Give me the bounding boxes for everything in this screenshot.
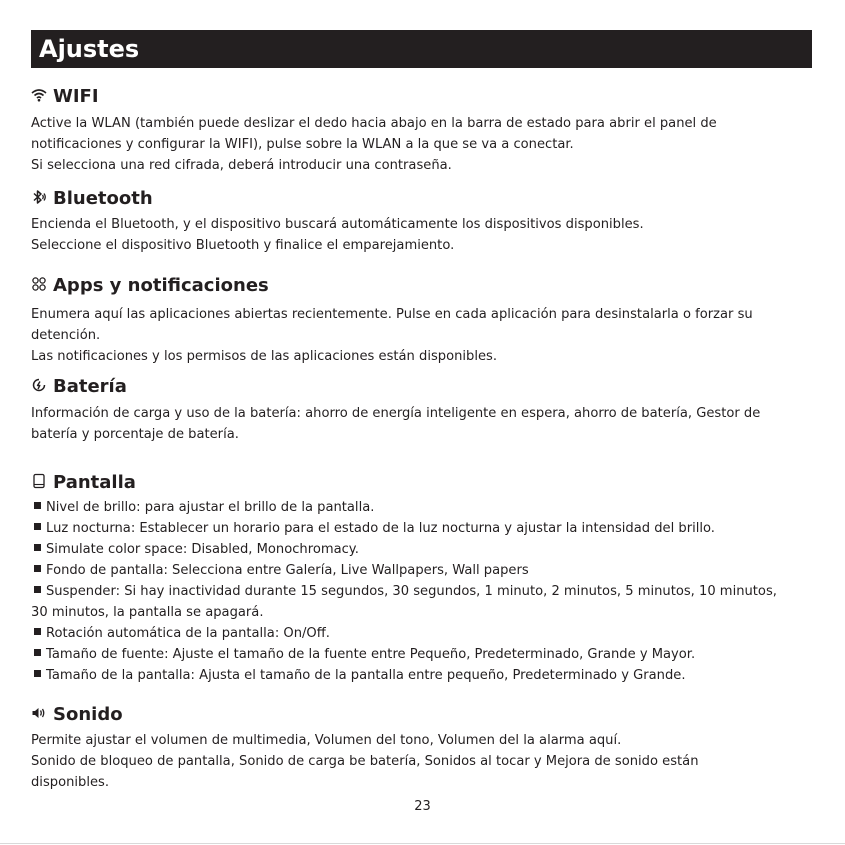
text-line: Permite ajustar el volumen de multimedia, Volumen del tono, Volumen del la alarma aquí. bbox=[31, 733, 622, 748]
text-line: disponibles. bbox=[31, 775, 110, 790]
bullet-icon bbox=[34, 649, 41, 656]
bullet-icon bbox=[34, 544, 41, 551]
section-heading-battery bbox=[31, 375, 127, 399]
bullet-icon bbox=[34, 502, 41, 509]
bluetooth-icon bbox=[31, 189, 47, 205]
section-body-display bbox=[31, 497, 821, 686]
heading-text: WIFI bbox=[53, 86, 99, 107]
bullet-icon bbox=[34, 670, 41, 677]
speaker-icon bbox=[31, 705, 47, 721]
bullet-icon bbox=[34, 628, 41, 635]
section-heading-apps bbox=[31, 274, 269, 298]
heading-text: Apps y notificaciones bbox=[53, 275, 269, 296]
text-line: Las notificaciones y los permisos de las aplicaciones están disponibles. bbox=[31, 349, 498, 364]
bullet-icon bbox=[34, 523, 41, 530]
text-line: Información de carga y uso de la batería: ahorro de energía inteligente en espera, ahorro de batería, Gestor de bbox=[31, 406, 761, 421]
page-title: Ajustes bbox=[39, 35, 140, 63]
list-item: Luz nocturna: Establecer un horario para el estado de la luz nocturna y ajustar la intensidad del brillo. bbox=[31, 518, 821, 539]
heading-text: Bluetooth bbox=[53, 188, 153, 209]
text-line: Enumera aquí las aplicaciones abiertas recientemente. Pulse en cada aplicación para desinstalarla o forzar su bbox=[31, 307, 753, 322]
list-item: Fondo de pantalla: Selecciona entre Galería, Live Wallpapers, Wall papers bbox=[31, 560, 821, 581]
text-line: Active la WLAN (también puede deslizar el dedo hacia abajo en la barra de estado para abrir el panel de bbox=[31, 116, 717, 131]
section-heading-bluetooth bbox=[31, 187, 153, 211]
list-item: Nivel de brillo: para ajustar el brillo de la pantalla. bbox=[31, 497, 821, 518]
page-number: 23 bbox=[414, 799, 431, 814]
text-line: Seleccione el dispositivo Bluetooth y finalice el emparejamiento. bbox=[31, 238, 455, 253]
wifi-icon bbox=[31, 87, 47, 103]
text-line: Encienda el Bluetooth, y el dispositivo buscará automáticamente los dispositivos disponibles. bbox=[31, 217, 644, 232]
battery-icon bbox=[31, 377, 47, 393]
section-body-apps bbox=[31, 304, 821, 367]
bullet-icon bbox=[34, 586, 41, 593]
text-line: notificaciones y configurar la WIFI), pulse sobre la WLAN a la que se va a conectar. bbox=[31, 137, 574, 152]
list-item: Suspender: Si hay inactividad durante 15 segundos, 30 segundos, 1 minuto, 2 minutos, 5 minutos, 10 minutos, bbox=[31, 581, 821, 602]
section-heading-display bbox=[31, 471, 136, 495]
list-item: Simulate color space: Disabled, Monochromacy. bbox=[31, 539, 821, 560]
section-body-bluetooth bbox=[31, 214, 821, 256]
list-item: Tamaño de fuente: Ajuste el tamaño de la fuente entre Pequeño, Predeterminado, Grande y Mayor. bbox=[31, 644, 821, 665]
display-icon bbox=[31, 473, 47, 489]
list-item: Tamaño de la pantalla: Ajusta el tamaño de la pantalla entre pequeño, Predeterminado y Grande. bbox=[31, 665, 821, 686]
section-body-sound bbox=[31, 730, 821, 793]
heading-text: Pantalla bbox=[53, 472, 136, 493]
bottom-divider bbox=[0, 843, 845, 844]
heading-text: Sonido bbox=[53, 704, 123, 725]
heading-text: Batería bbox=[53, 376, 127, 397]
apps-icon bbox=[31, 276, 47, 292]
section-body-battery bbox=[31, 403, 821, 445]
text-line: batería y porcentaje de batería. bbox=[31, 427, 239, 442]
title-bar bbox=[31, 30, 812, 68]
list-item: Rotación automática de la pantalla: On/Off. bbox=[31, 623, 821, 644]
section-heading-wifi bbox=[31, 85, 99, 109]
text-line: detención. bbox=[31, 328, 101, 343]
bullet-icon bbox=[34, 565, 41, 572]
text-line: Sonido de bloqueo de pantalla, Sonido de carga be batería, Sonidos al tocar y Mejora de sonido están bbox=[31, 754, 699, 769]
text-line: 30 minutos, la pantalla se apagará. bbox=[31, 605, 264, 620]
text-line: Si selecciona una red cifrada, deberá introducir una contraseña. bbox=[31, 158, 452, 173]
section-body-wifi bbox=[31, 113, 821, 176]
section-heading-sound bbox=[31, 703, 123, 727]
